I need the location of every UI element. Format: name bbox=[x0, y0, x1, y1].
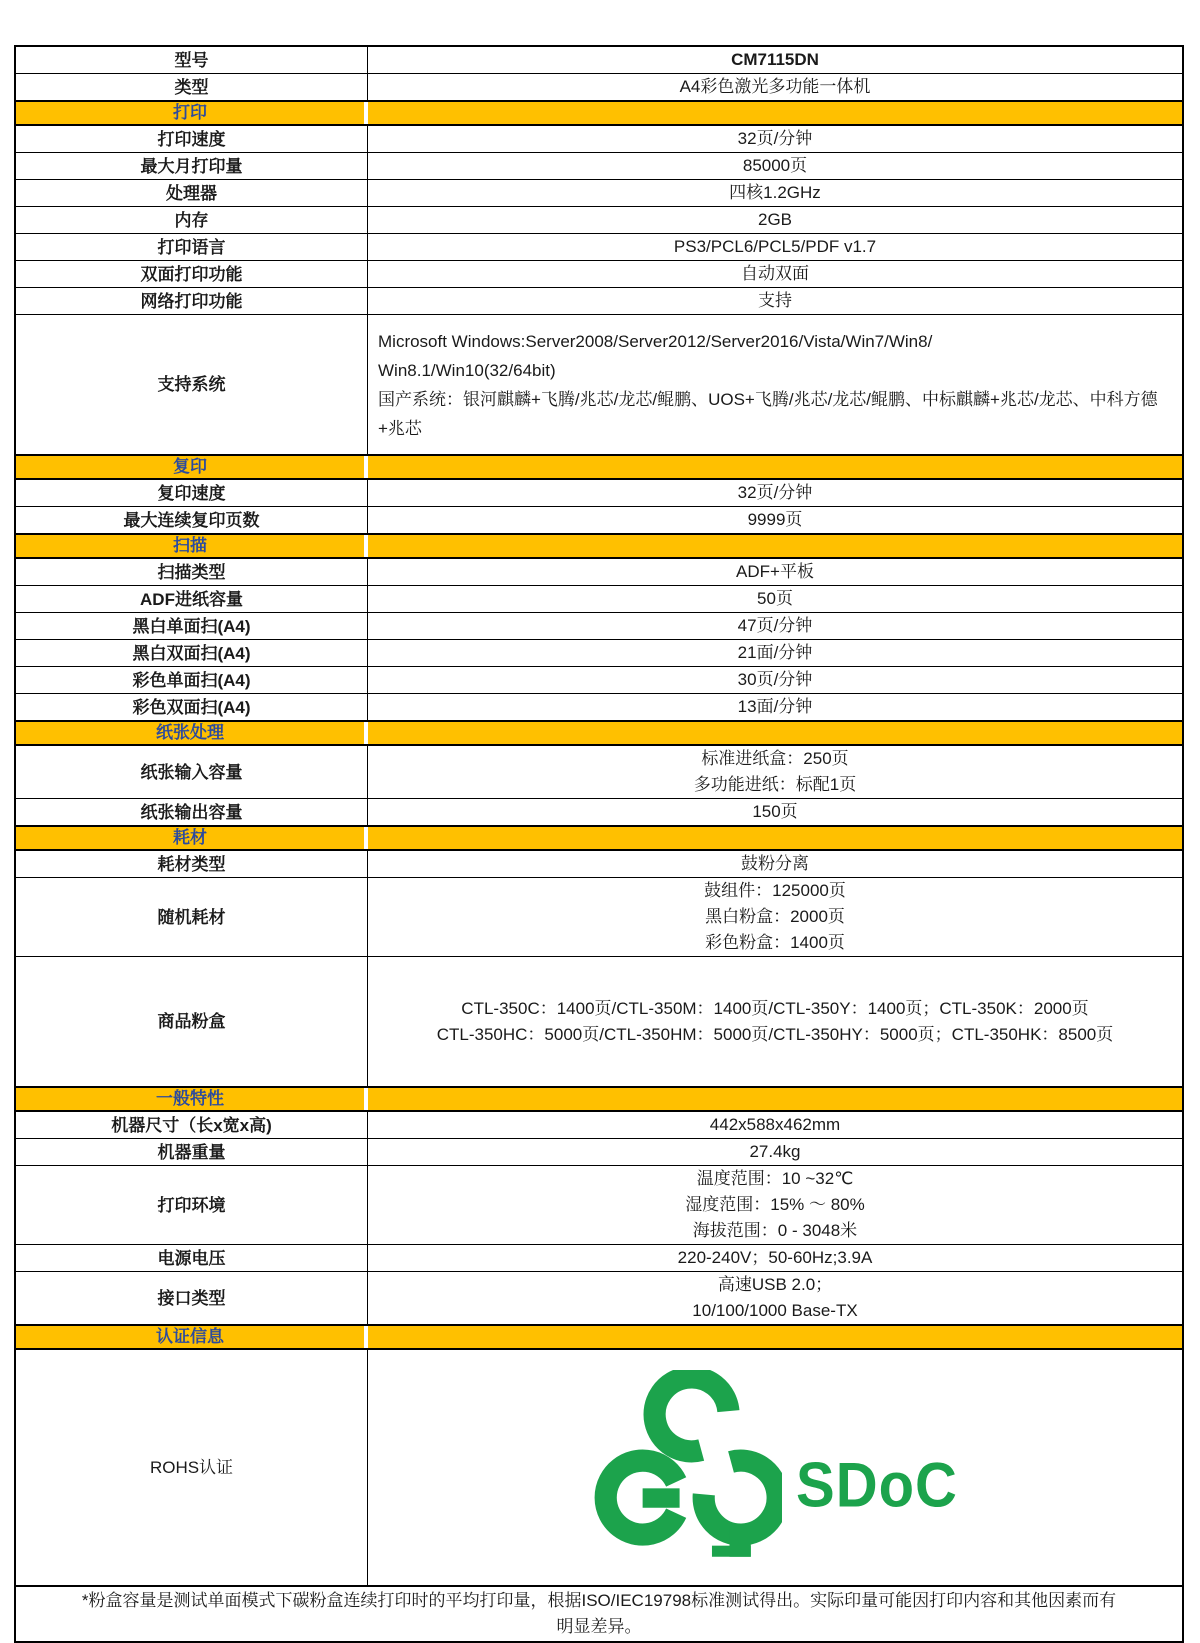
value-line: 85000页 bbox=[742, 156, 808, 175]
row-label: 内存 bbox=[16, 207, 368, 233]
section-title: 耗材 bbox=[16, 827, 368, 849]
value-line: 四核1.2GHz bbox=[729, 183, 821, 202]
table-row bbox=[16, 314, 1182, 454]
green-product-tree-icon bbox=[592, 1370, 782, 1566]
section-title: 打印 bbox=[16, 102, 368, 124]
row-label: 复印速度 bbox=[16, 480, 368, 506]
table-row bbox=[16, 287, 1182, 314]
value-line: CTL-350C：1400页/CTL-350M：1400页/CTL-350Y：1400页；CTL-350K：2000页 bbox=[461, 998, 1089, 1018]
value-line: 彩色粉盒：1400页 bbox=[705, 933, 845, 952]
sdoc-text: SDoC bbox=[796, 1449, 958, 1521]
value-line: Win8.1/Win10(32/64bit) bbox=[378, 360, 556, 380]
section-spacer bbox=[368, 1088, 1182, 1110]
table-row bbox=[16, 1350, 1182, 1585]
table-row bbox=[16, 639, 1182, 666]
row-label: ROHS认证 bbox=[16, 1350, 368, 1585]
value-line: CTL-350HC：5000页/CTL-350HM：5000页/CTL-350HY：5000页；CTL-350HK：8500页 bbox=[436, 1024, 1114, 1044]
table-row bbox=[16, 1271, 1182, 1324]
row-value bbox=[368, 1166, 1182, 1244]
section-spacer bbox=[368, 1326, 1182, 1348]
row-label: 扫描类型 bbox=[16, 559, 368, 585]
value-line: 黑白粉盒：2000页 bbox=[705, 907, 845, 926]
row-value bbox=[368, 261, 1182, 287]
row-value bbox=[368, 559, 1182, 585]
row-value bbox=[368, 640, 1182, 666]
table-row bbox=[16, 746, 1182, 798]
table-row bbox=[16, 585, 1182, 612]
row-label: 纸张输出容量 bbox=[16, 799, 368, 825]
section-title: 扫描 bbox=[16, 535, 368, 557]
row-value bbox=[368, 180, 1182, 206]
row-value bbox=[368, 851, 1182, 877]
footnote-row bbox=[16, 1585, 1182, 1641]
value-line: 21面/分钟 bbox=[737, 643, 813, 662]
row-value bbox=[368, 74, 1182, 100]
row-value bbox=[368, 207, 1182, 233]
value-line: 27.4kg bbox=[749, 1142, 801, 1161]
row-label: 接口类型 bbox=[16, 1272, 368, 1324]
value-line: 442x588x462mm bbox=[709, 1115, 841, 1134]
table-row bbox=[16, 1112, 1182, 1138]
section-row bbox=[16, 825, 1182, 851]
row-label: 支持系统 bbox=[16, 315, 368, 454]
value-line: CM7115DN bbox=[731, 50, 819, 69]
row-value bbox=[368, 878, 1182, 956]
section-title: 认证信息 bbox=[16, 1326, 368, 1348]
table-row bbox=[16, 956, 1182, 1086]
row-label: 随机耗材 bbox=[16, 878, 368, 956]
row-label: 彩色单面扫(A4) bbox=[16, 667, 368, 693]
row-label: 黑白单面扫(A4) bbox=[16, 613, 368, 639]
row-value bbox=[368, 126, 1182, 152]
table-row bbox=[16, 877, 1182, 956]
footnote-line: *粉盒容量是测试单面模式下碳粉盒连续打印时的平均打印量，根据ISO/IEC19798标准测试得出。实际印量可能因打印内容和其他因素而有 bbox=[81, 1591, 1117, 1610]
table-row bbox=[16, 480, 1182, 506]
row-value bbox=[368, 234, 1182, 260]
value-line: 鼓粉分离 bbox=[741, 854, 809, 873]
row-label: 网络打印功能 bbox=[16, 288, 368, 314]
row-label: 电源电压 bbox=[16, 1245, 368, 1271]
table-row bbox=[16, 559, 1182, 585]
table-row bbox=[16, 73, 1182, 100]
row-value bbox=[368, 667, 1182, 693]
table-row bbox=[16, 612, 1182, 639]
table-row bbox=[16, 206, 1182, 233]
value-line: PS3/PCL6/PCL5/PDF v1.7 bbox=[673, 237, 877, 256]
value-line: 湿度范围：15% ～ 80% bbox=[685, 1195, 865, 1214]
row-value bbox=[368, 1112, 1182, 1138]
footnote bbox=[16, 1587, 1182, 1641]
footnote-line: 明显差异。 bbox=[556, 1617, 642, 1636]
table-row bbox=[16, 152, 1182, 179]
row-value bbox=[368, 1272, 1182, 1324]
row-value bbox=[368, 957, 1182, 1086]
section-row bbox=[16, 454, 1182, 480]
value-line: 海拔范围：0 - 3048米 bbox=[692, 1221, 858, 1240]
row-label: 打印语言 bbox=[16, 234, 368, 260]
row-label: 最大月打印量 bbox=[16, 153, 368, 179]
row-label: 双面打印功能 bbox=[16, 261, 368, 287]
value-line: 50页 bbox=[757, 589, 793, 608]
table-row bbox=[16, 1165, 1182, 1244]
row-value bbox=[368, 586, 1182, 612]
table-row bbox=[16, 1138, 1182, 1165]
table-row bbox=[16, 693, 1182, 720]
value-line: 32页/分钟 bbox=[737, 483, 813, 502]
spec-table bbox=[14, 45, 1184, 1643]
row-label: 商品粉盒 bbox=[16, 957, 368, 1086]
table-row bbox=[16, 666, 1182, 693]
value-line: 多功能进纸：标配1页 bbox=[693, 775, 857, 794]
row-value bbox=[368, 480, 1182, 506]
value-line: 2GB bbox=[757, 210, 793, 229]
table-row bbox=[16, 1244, 1182, 1271]
section-spacer bbox=[368, 827, 1182, 849]
row-value bbox=[368, 613, 1182, 639]
row-label: 纸张输入容量 bbox=[16, 746, 368, 798]
row-label: 黑白双面扫(A4) bbox=[16, 640, 368, 666]
section-row bbox=[16, 100, 1182, 126]
row-value bbox=[368, 799, 1182, 825]
row-label: 机器重量 bbox=[16, 1139, 368, 1165]
row-value bbox=[368, 288, 1182, 314]
value-line: 10/100/1000 Base-TX bbox=[692, 1301, 858, 1320]
value-line: 47页/分钟 bbox=[737, 616, 813, 635]
table-row bbox=[16, 233, 1182, 260]
table-row bbox=[16, 506, 1182, 533]
row-label: 型号 bbox=[16, 47, 368, 73]
value-line: 高速USB 2.0； bbox=[717, 1275, 833, 1294]
row-label: 类型 bbox=[16, 74, 368, 100]
section-title: 一般特性 bbox=[16, 1088, 368, 1110]
section-spacer bbox=[368, 535, 1182, 557]
table-row bbox=[16, 260, 1182, 287]
section-title: 纸张处理 bbox=[16, 722, 368, 744]
value-line: 标准进纸盒：250页 bbox=[701, 749, 849, 768]
row-value bbox=[368, 1350, 1182, 1585]
row-label: 机器尺寸（长x宽x高) bbox=[16, 1112, 368, 1138]
section-title: 复印 bbox=[16, 456, 368, 478]
row-label: 彩色双面扫(A4) bbox=[16, 694, 368, 720]
row-value bbox=[368, 1139, 1182, 1165]
value-line: 32页/分钟 bbox=[737, 129, 813, 148]
row-value bbox=[368, 1245, 1182, 1271]
value-line: 30页/分钟 bbox=[737, 670, 813, 689]
value-line: 150页 bbox=[752, 802, 798, 821]
value-line: ADF+平板 bbox=[736, 562, 814, 581]
section-row bbox=[16, 533, 1182, 559]
value-line: 9999页 bbox=[747, 510, 803, 529]
row-value bbox=[368, 315, 1182, 454]
row-label: 最大连续复印页数 bbox=[16, 507, 368, 533]
row-value bbox=[368, 694, 1182, 720]
value-line: 温度范围：10 ~32℃ bbox=[696, 1169, 854, 1188]
row-value bbox=[368, 153, 1182, 179]
row-label: 打印环境 bbox=[16, 1166, 368, 1244]
value-line: 国产系统：银河麒麟+飞腾/兆芯/龙芯/鲲鹏、UOS+飞腾/兆芯/龙芯/鲲鹏、中标麒麟+兆芯/龙芯、中科方德+兆芯 bbox=[378, 389, 1158, 438]
value-line: 自动双面 bbox=[741, 264, 809, 283]
value-line: A4彩色激光多功能一体机 bbox=[679, 77, 871, 96]
row-value bbox=[368, 47, 1182, 73]
section-row bbox=[16, 720, 1182, 746]
row-label: ADF进纸容量 bbox=[16, 586, 368, 612]
row-label: 打印速度 bbox=[16, 126, 368, 152]
section-row bbox=[16, 1324, 1182, 1350]
table-row bbox=[16, 47, 1182, 73]
value-line: 鼓组件：125000页 bbox=[704, 881, 846, 900]
rohs-cert-logo bbox=[592, 1362, 958, 1574]
value-line: 支持 bbox=[758, 291, 792, 310]
value-line: Microsoft Windows:Server2008/Server2012/Server2016/Vista/Win7/Win8/ bbox=[378, 331, 933, 351]
section-row bbox=[16, 1086, 1182, 1112]
value-line: 13面/分钟 bbox=[737, 697, 813, 716]
section-spacer bbox=[368, 456, 1182, 478]
section-spacer bbox=[368, 722, 1182, 744]
table-row bbox=[16, 851, 1182, 877]
section-spacer bbox=[368, 102, 1182, 124]
table-row bbox=[16, 126, 1182, 152]
row-label: 处理器 bbox=[16, 180, 368, 206]
table-row bbox=[16, 179, 1182, 206]
table-row bbox=[16, 798, 1182, 825]
row-value bbox=[368, 746, 1182, 798]
row-label: 耗材类型 bbox=[16, 851, 368, 877]
value-line: 220-240V；50-60Hz;3.9A bbox=[677, 1248, 873, 1267]
row-value bbox=[368, 507, 1182, 533]
